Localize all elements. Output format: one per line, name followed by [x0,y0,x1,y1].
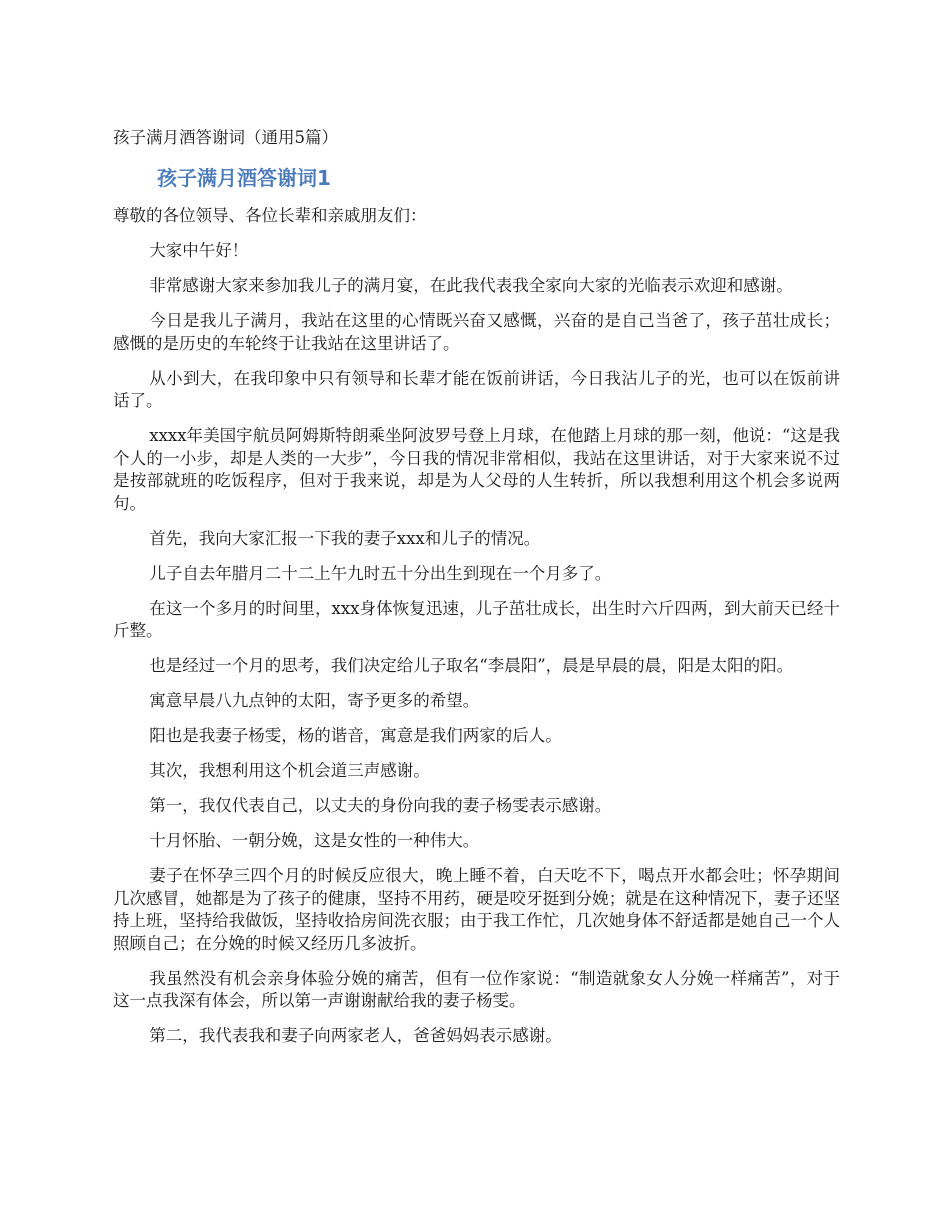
document-title: 孩子满月酒答谢词（通用5篇） [113,128,338,147]
paragraph: 第一，我仅代表自己，以丈夫的身份向我的妻子杨雯表示感谢。 [149,796,612,815]
paragraph-greeting: 大家中午好！ [149,241,249,260]
paragraph: 今日是我儿子满月，我站在这里的心情既兴奋又感慨，兴奋的是自己当爸了，孩子茁壮成长；感慨的是历史的车轮终于让我站在这里讲话了。 [113,311,840,353]
paragraph: 十月怀胎、一朝分娩，这是女性的一种伟大。 [149,831,480,850]
paragraph: 首先，我向大家汇报一下我的妻子xxx和儿子的情况。 [149,528,541,548]
paragraph: 第二，我代表我和妻子向两家老人，爸爸妈妈表示感谢。 [149,1026,562,1045]
document-body [113,205,840,1060]
paragraph-salutation: 尊敬的各位领导、各位长辈和亲戚朋友们： [113,206,427,225]
paragraph: 我虽然没有机会亲身体验分娩的痛苦，但有一位作家说：“制造就象女人分娩一样痛苦”，对于这一点我深有体会，所以第一声谢谢献给我的妻子杨雯。 [113,968,840,1010]
paragraph: 寓意早晨八九点钟的太阳，寄予更多的希望。 [149,691,480,710]
paragraph: 从小到大，在我印象中只有领导和长辈才能在饭前讲话，今日我沾儿子的光，也可以在饭前讲话了。 [113,368,840,410]
paragraph: 妻子在怀孕三四个月的时候反应很大，晚上睡不着，白天吃不下，喝点开水都会吐；怀孕期间几次感冒，她都是为了孩子的健康，坚持不用药，硬是咬牙挺到分娩；就是在这种情况下，妻子还坚持上班，坚持给我做饭，坚持收拾房间洗衣服；由于我工作忙，几次她身体不舒适都是她自己一个人照顾自己；在分娩的时候又经历几多波折。 [113,866,840,953]
paragraph: 其次，我想利用这个机会道三声感谢。 [149,761,430,780]
paragraph: 阳也是我妻子杨雯，杨的谐音，寓意是我们两家的后人。 [149,726,562,745]
paragraph: 在这一个多月的时间里，xxx身体恢复迅速，儿子茁壮成长，出生时六斤四两，到大前天已经十斤整。 [113,598,840,640]
paragraph: 儿子自去年腊月二十二上午九时五十分出生到现在一个月多了。 [149,563,612,583]
paragraph: 非常感谢大家来参加我儿子的满月宴，在此我代表我全家向大家的光临表示欢迎和感谢。 [149,276,793,295]
paragraph: xxxx年美国宇航员阿姆斯特朗乘坐阿波罗号登上月球，在他踏上月球的那一刻，他说：“这是我个人的一小步，却是人类的一大步”，今日我的情况非常相似，我站在这里讲话，对于大家来说不过是按部就班的吃饭程序，但对于我来说，却是为人父母的人生转折，所以我想利用这个机会多说两句。 [113,426,840,513]
section-heading: 孩子满月酒答谢词1 [157,166,331,190]
paragraph: 也是经过一个月的思考，我们决定给儿子取名“李晨阳”，晨是早晨的晨，阳是太阳的阳。 [149,656,794,675]
